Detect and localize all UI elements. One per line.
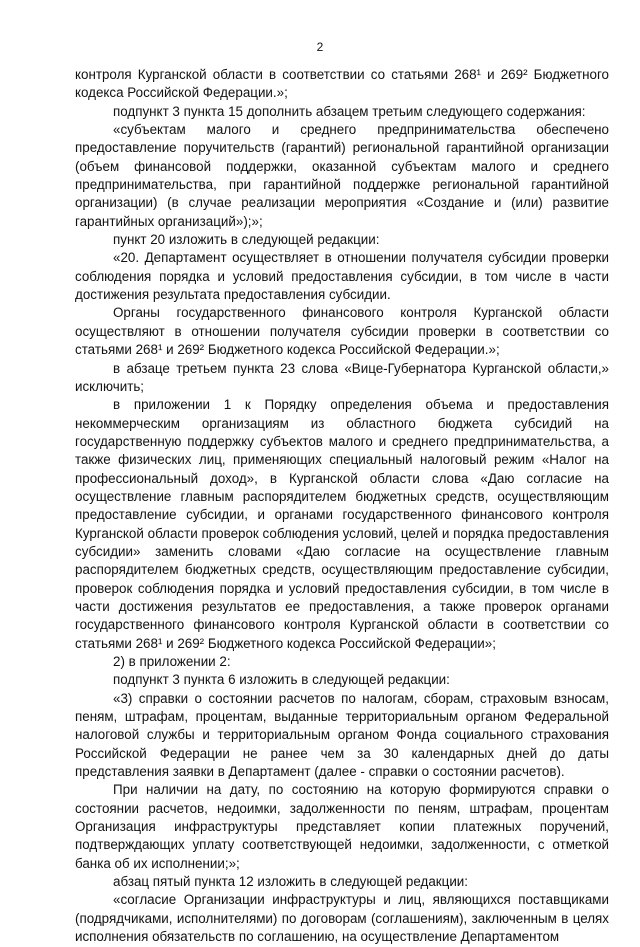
paragraph: пункт 20 изложить в следующей редакции: [113, 232, 380, 248]
paragraph: в приложении 1 к Порядку определения объема и предоставления некоммерческим организациям из областного бюджета субсидий на государственную поддержку субъектов малого и среднего предпринимательства, а также физических лиц, применяющих специальный налоговый режим «Налог на профессиональный доход», в Курганской области слова «Даю согласие на осуществление главным распорядителем бюджетных средств, осуществляющим предоставление субсидии, и органами государственного финансового контроля Курганской области проверок соблюдения условий, целей и порядка предоставления субсидии» заменить словами «Даю согласие на осуществление главным распорядителем бюджетных средств, осуществляющим предоставление субсидии, проверок соблюдения порядка и условий предоставления субсидии, в том числе в части достижения результатов ее предоставления, а также проверок органами государственного финансового контроля Курганской области в соответствии со статьями 268¹ и 269² Бюджетного кодекса Российской Федерации»; [75, 397, 609, 651]
paragraph: в абзаце третьем пункта 23 слова «Вице-Губернатора Курганской области,» исключить; [75, 360, 609, 394]
paragraph: подпункт 3 пункта 6 изложить в следующей редакции: [113, 672, 450, 688]
paragraph: абзац пятый пункта 12 изложить в следующей редакции: [113, 874, 469, 890]
paragraph: Органы государственного финансового контроля Курганской области осуществляют в отношении получателя субсидии проверки в соответствии со статьями 268¹ и 269² Бюджетного кодекса Российской Федерации.»; [75, 305, 609, 358]
paragraph: При наличии на дату, по состоянию на которую формируются справки о состоянии расчетов, недоимки, задолженности по пеням, штрафам, процентам Организация инфраструктуры представляет копии платежных поручений, подтверждающих уплату соответствующей недоимки, задолженности, с отметкой банка об их исполнении;»; [75, 782, 609, 871]
document-body [75, 66, 609, 947]
paragraph: «3) справки о состоянии расчетов по налогам, сборам, страховым взносам, пеням, штрафам, процентам, выданные территориальным органом Федеральной налоговой службы и территориальным органом Фонда социального страхования Российской Федерации не ранее чем за 30 календарных дней до даты представления заявки в Департамент (далее - справки о состоянии расчетов). [75, 690, 609, 780]
paragraph: контроля Курганской области в соответствии со статьями 268¹ и 269² Бюджетного кодекса Российской Федерации.»; [75, 67, 609, 101]
paragraph: «согласие Организации инфраструктуры и лиц, являющихся поставщиками (подрядчиками, исполнителями) по договорам (соглашениям), заключенным в целях исполнения обязательств по соглашению, на осуществление Департаментом [75, 892, 609, 945]
paragraph: «субъектам малого и среднего предпринимательства обеспечено предоставление поручительств (гарантий) региональной гарантийной организации (объем финансовой поддержки, оказанной субъектам малого и среднего предпринимательства, при гарантийной поддержке региональной гарантийной организации) (в случае реализации мероприятия «Создание и (или) развитие гарантийных организаций»);»; [75, 122, 609, 229]
paragraph: «20. Департамент осуществляет в отношении получателя субсидии проверки соблюдения порядка и условий предоставления субсидии, в том числе в части достижения результата предоставления субсидии. [75, 250, 609, 303]
paragraph: 2) в приложении 2: [113, 654, 231, 669]
paragraph: подпункт 3 пункта 15 дополнить абзацем третьим следующего содержания: [113, 103, 586, 119]
page-number: 2 [316, 40, 324, 54]
